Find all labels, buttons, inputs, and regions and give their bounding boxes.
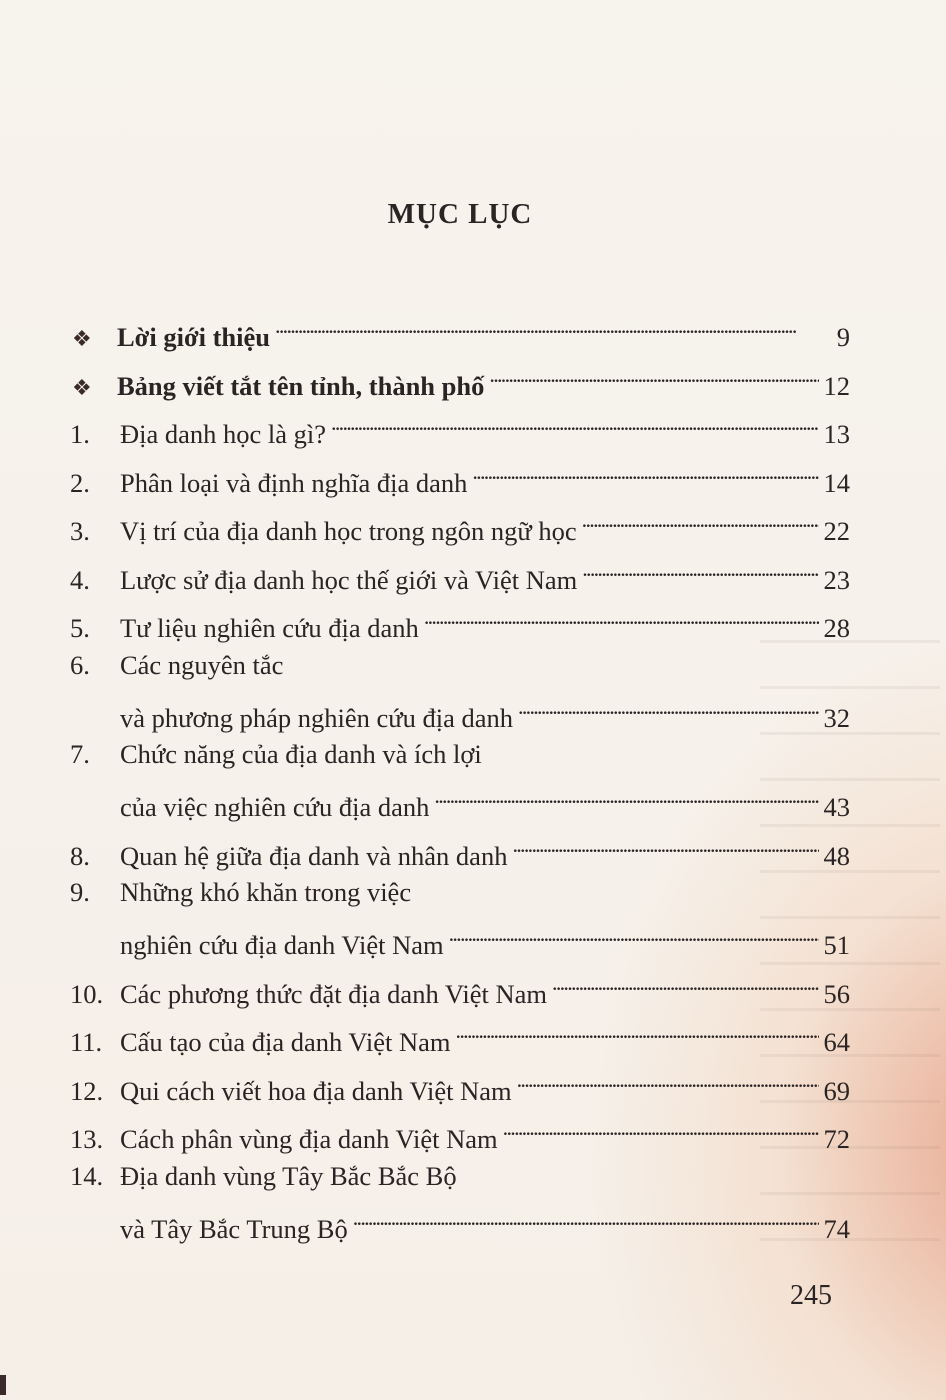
toc-entry-label: Các nguyên tắc — [120, 649, 284, 680]
toc-entry[interactable] — [70, 402, 850, 449]
toc-entry-label: Vị trí của địa danh học trong ngôn ngữ học — [120, 516, 577, 546]
toc-entry-label-continued: của việc nghiên cứu địa danh — [120, 792, 430, 822]
toc-entry-number: 4. — [70, 564, 90, 595]
dot-leader — [552, 962, 818, 1003]
toc-entry-number: 14. — [70, 1160, 104, 1191]
toc-entry[interactable] — [70, 1059, 850, 1106]
toc-entry[interactable] — [70, 1156, 850, 1244]
toc-entry-number: 9. — [70, 877, 90, 907]
dot-leader — [434, 775, 818, 816]
dot-leader — [489, 354, 818, 395]
toc-entry[interactable] — [70, 645, 850, 733]
table-of-contents — [70, 305, 850, 1245]
toc-page-number: 12 — [823, 370, 850, 401]
toc-entry-label-continued: và Tây Bắc Trung Bộ — [120, 1213, 348, 1244]
toc-page-number: 23 — [823, 564, 850, 595]
dot-leader — [582, 499, 819, 540]
toc-entry-number: 3. — [70, 516, 90, 546]
toc-entry-label: Lược sử địa danh học thế giới và Việt Nam — [120, 564, 578, 595]
toc-entry-label-continued: nghiên cứu địa danh Việt Nam — [120, 930, 444, 960]
toc-entry[interactable] — [70, 1010, 850, 1057]
toc-entry-label: Tư liệu nghiên cứu địa danh — [120, 613, 419, 643]
toc-entry-label: Bảng viết tắt tên tỉnh, thành phố — [117, 370, 485, 401]
toc-entry-label: Phân loại và định nghĩa địa danh — [120, 467, 468, 498]
toc-page-number: 56 — [823, 978, 850, 1009]
toc-entry-number: 11. — [70, 1027, 103, 1057]
page-title: MỤC LỤC — [387, 198, 533, 230]
toc-entry-label: Địa danh học là gì? — [120, 419, 327, 449]
toc-entry[interactable] — [70, 451, 850, 498]
toc-page-number: 22 — [823, 516, 850, 546]
toc-entry-number: 2. — [70, 467, 90, 498]
dot-leader — [449, 913, 819, 954]
toc-entry-number: 5. — [70, 613, 90, 643]
toc-entry-label: Những khó khăn trong việc — [120, 877, 412, 907]
toc-page-number: 69 — [823, 1075, 850, 1106]
toc-entry-number: 10. — [70, 978, 104, 1009]
dot-leader — [275, 305, 832, 346]
dot-leader — [424, 596, 819, 637]
toc-entry[interactable] — [70, 872, 850, 960]
diamond-bullet-icon: ❖ — [72, 326, 92, 351]
toc-entry[interactable] — [70, 824, 850, 871]
dot-leader — [472, 451, 818, 492]
dot-leader — [582, 548, 818, 589]
dot-leader — [456, 1010, 819, 1051]
toc-entry-label: Chức năng của địa danh và ích lợi — [120, 739, 482, 769]
toc-entry[interactable] — [70, 962, 850, 1009]
dot-leader — [331, 402, 818, 443]
toc-entry-label: Các phương thức đặt địa danh Việt Nam — [120, 978, 548, 1009]
scan-edge-mark — [0, 1375, 6, 1395]
toc-entry-number: 12. — [70, 1075, 104, 1106]
toc-page-number: 14 — [823, 467, 850, 498]
dot-leader — [517, 1059, 819, 1100]
toc-page-number: 72 — [823, 1124, 850, 1154]
toc-entry-number: 8. — [70, 840, 90, 871]
toc-page-number: 13 — [823, 419, 850, 449]
toc-page-number: 51 — [823, 930, 850, 960]
toc-entry-label: Qui cách viết hoa địa danh Việt Nam — [120, 1075, 512, 1106]
toc-page-number: 9 — [836, 322, 850, 352]
toc-entry-label: Cấu tạo của địa danh Việt Nam — [120, 1027, 451, 1057]
toc-entry-number: 7. — [70, 739, 90, 769]
toc-page-number: 64 — [823, 1027, 850, 1057]
toc-entry-abbreviations[interactable] — [70, 354, 850, 401]
page-folio-number: 245 — [790, 1280, 832, 1311]
toc-page-number: 48 — [823, 840, 850, 871]
toc-page-number: 28 — [823, 613, 850, 643]
toc-entry-number: 13. — [70, 1124, 104, 1154]
toc-entry-intro[interactable] — [70, 305, 850, 352]
toc-entry-label: Quan hệ giữa địa danh và nhân danh — [120, 840, 508, 871]
toc-entry-number: 6. — [70, 649, 90, 680]
toc-page-number: 43 — [823, 792, 850, 822]
dot-leader — [518, 686, 818, 727]
toc-entry-label: Địa danh vùng Tây Bắc Bắc Bộ — [120, 1160, 457, 1191]
dot-leader — [512, 824, 818, 865]
toc-entry-label: Cách phân vùng địa danh Việt Nam — [120, 1124, 498, 1154]
toc-entry[interactable] — [70, 499, 850, 546]
toc-entry-label: Lời giới thiệu — [117, 322, 271, 352]
toc-page-number: 32 — [823, 702, 850, 733]
toc-page-number: 74 — [823, 1213, 850, 1244]
diamond-bullet-icon: ❖ — [72, 374, 92, 400]
toc-entry[interactable] — [70, 596, 850, 643]
dot-leader — [353, 1197, 819, 1238]
toc-entry[interactable] — [70, 548, 850, 595]
toc-entry-label-continued: và phương pháp nghiên cứu địa danh — [120, 702, 514, 733]
toc-entry[interactable] — [70, 1107, 850, 1154]
dot-leader — [503, 1107, 819, 1148]
toc-entry[interactable] — [70, 734, 850, 822]
toc-entry-number: 1. — [70, 419, 90, 449]
